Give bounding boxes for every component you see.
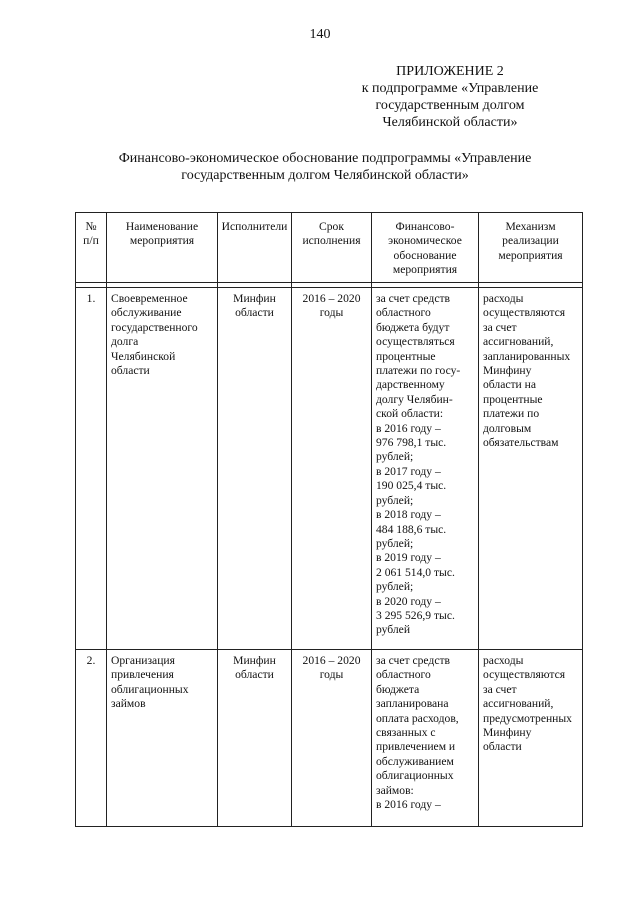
- cell-text-line: области: [111, 364, 150, 378]
- document-title-line: Финансово-экономическое обоснование подпрограммы «Управление: [118, 151, 532, 166]
- cell-text-line: в 2018 году –: [376, 508, 441, 522]
- cell-text-line: мероприятия: [129, 234, 195, 248]
- cell-text-line: экономическое: [388, 234, 462, 248]
- cell-text-line: области: [235, 306, 274, 320]
- row-name: [107, 650, 217, 716]
- cell-text-line: связанных с: [376, 726, 436, 740]
- cell-text-line: в 2016 году –: [376, 421, 441, 435]
- cell-text-line: ассигнований,: [483, 697, 554, 711]
- cell-text-line: областного: [376, 306, 431, 320]
- cell-text-line: процентные: [376, 349, 436, 363]
- header-finance: [372, 213, 479, 283]
- cell-text-line: долга: [111, 335, 139, 349]
- cell-text-line: оплата расходов,: [376, 711, 459, 725]
- cell-text-line: годы: [319, 668, 344, 682]
- cell-text-line: привлечением и: [376, 740, 456, 754]
- cell-text-line: рублей;: [376, 450, 414, 464]
- cell-text-line: исполнения: [302, 234, 361, 248]
- measures-table: [75, 212, 583, 827]
- cell-text-line: рублей;: [376, 493, 414, 507]
- cell-text-line: за счет средств: [376, 292, 451, 305]
- cell-text-line: процентные: [483, 392, 543, 406]
- cell-text-line: п/п: [83, 234, 99, 248]
- cell-text-line: 484 188,6 тыс.: [376, 522, 447, 536]
- cell-text-line: обоснование: [393, 248, 457, 262]
- row-term: [292, 288, 371, 325]
- cell-text-line: Минфин: [233, 292, 276, 305]
- cell-text-line: Минфин: [233, 654, 276, 667]
- appendix-heading: [350, 63, 550, 131]
- cell-text-line: расходы: [483, 292, 524, 305]
- header-mechanism: [479, 213, 583, 283]
- cell-text-line: предусмотренных: [483, 711, 572, 725]
- cell-text-line: займов: [111, 697, 146, 711]
- cell-text-line: в 2019 году –: [376, 551, 441, 565]
- cell-text-line: №: [85, 220, 97, 233]
- cell-text-line: Минфину: [483, 726, 532, 740]
- cell-text-line: осуществляться: [376, 335, 455, 349]
- table-row: [76, 288, 583, 650]
- header-num: [76, 213, 107, 283]
- cell-text-line: долговым: [483, 421, 532, 435]
- cell-text-line: в 2017 году –: [376, 464, 441, 478]
- cell-text-line: долгу Челябин-: [376, 392, 453, 406]
- cell-text-line: мероприятия: [498, 248, 563, 262]
- document-title: [95, 150, 555, 184]
- cell-text-line: областного: [376, 668, 431, 682]
- cell-text-line: за счет средств: [376, 654, 451, 667]
- cell-text-line: 3 295 526,9 тыс.: [376, 608, 455, 622]
- cell-text-line: запланирована: [376, 697, 449, 711]
- cell-text-line: Механизм: [505, 220, 556, 233]
- table-row: [76, 650, 583, 827]
- cell-text-line: за счет: [483, 682, 517, 696]
- cell-text-line: осуществляются: [483, 306, 566, 320]
- row-finance: [372, 650, 478, 816]
- cell-text-line: годы: [319, 306, 344, 320]
- cell-text-line: платежи по госу-: [376, 364, 461, 378]
- cell-text-line: Своевременное: [111, 292, 188, 305]
- row-mechanism: [479, 288, 582, 454]
- row-num: 2.: [86, 654, 96, 667]
- cell-text-line: облигационных: [111, 682, 189, 696]
- cell-text-line: ассигнований,: [483, 335, 554, 349]
- cell-text-line: области: [483, 740, 522, 754]
- appendix-line: государственным долгом: [375, 98, 525, 113]
- header-term: [292, 213, 372, 283]
- cell-text-line: запланированных: [483, 349, 571, 363]
- document-title-line: государственным долгом Челябинской области»: [181, 168, 469, 183]
- cell-text-line: 2 061 514,0 тыс.: [376, 565, 455, 579]
- cell-text-line: мероприятия: [392, 263, 458, 277]
- cell-text-line: рублей: [376, 623, 411, 637]
- row-executor: [218, 288, 291, 325]
- appendix-line: Челябинской области»: [382, 115, 518, 130]
- cell-text-line: бюджета: [376, 682, 420, 696]
- cell-text-line: в 2016 году –: [376, 798, 441, 812]
- cell-text-line: 190 025,4 тыс.: [376, 479, 447, 493]
- cell-text-line: обслуживанием: [376, 754, 454, 768]
- cell-text-line: реализации: [502, 234, 559, 248]
- cell-text-line: области: [235, 668, 274, 682]
- cell-text-line: осуществляются: [483, 668, 566, 682]
- appendix-title: ПРИЛОЖЕНИЕ 2: [396, 64, 504, 79]
- table-header-row: [76, 213, 583, 283]
- cell-text-line: государственного: [111, 320, 198, 334]
- cell-text-line: 2016 – 2020: [302, 292, 361, 305]
- cell-text-line: Финансово-: [395, 220, 455, 233]
- header-name: [107, 213, 218, 283]
- row-executor: [218, 650, 291, 687]
- cell-text-line: Исполнители: [221, 220, 288, 233]
- cell-text-line: 2016 – 2020: [302, 654, 361, 667]
- cell-text-line: обязательствам: [483, 436, 559, 450]
- row-term: [292, 650, 371, 687]
- cell-text-line: 976 798,1 тыс.: [376, 436, 447, 450]
- cell-text-line: Наименование: [125, 220, 199, 233]
- cell-text-line: расходы: [483, 654, 524, 667]
- cell-text-line: рублей;: [376, 580, 414, 594]
- cell-text-line: займов:: [376, 783, 414, 797]
- row-name: [107, 288, 217, 382]
- cell-text-line: платежи по: [483, 407, 540, 421]
- cell-text-line: Организация: [111, 654, 175, 667]
- cell-text-line: облигационных: [376, 769, 454, 783]
- row-mechanism: [479, 650, 582, 759]
- row-num: 1.: [86, 292, 96, 305]
- cell-text-line: обслуживание: [111, 306, 182, 320]
- cell-text-line: Срок: [319, 220, 344, 233]
- cell-text-line: ской области:: [376, 407, 444, 421]
- cell-text-line: привлечения: [111, 668, 174, 682]
- cell-text-line: Минфину: [483, 364, 532, 378]
- cell-text-line: бюджета будут: [376, 320, 450, 334]
- cell-text-line: за счет: [483, 320, 517, 334]
- cell-text-line: рублей;: [376, 536, 414, 550]
- cell-text-line: дарственному: [376, 378, 445, 392]
- cell-text-line: в 2020 году –: [376, 594, 441, 608]
- appendix-line: к подпрограмме «Управление: [361, 81, 539, 96]
- row-finance: [372, 288, 478, 642]
- cell-text-line: Челябинской: [111, 349, 176, 363]
- cell-text-line: области на: [483, 378, 537, 392]
- page-number: 140: [309, 27, 331, 42]
- header-executor: [218, 213, 292, 283]
